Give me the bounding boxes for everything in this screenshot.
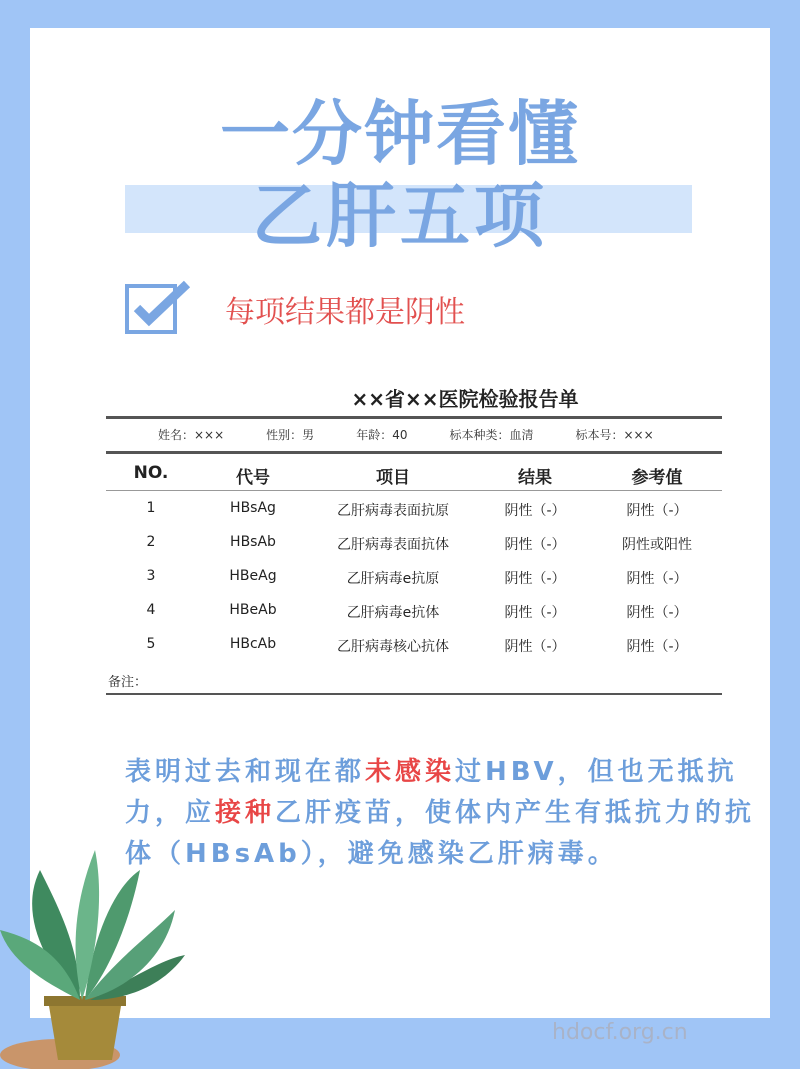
table-row (106, 594, 722, 628)
cell-item: 乙肝病毒e抗体 (346, 605, 440, 621)
checkbox-checked-icon (125, 280, 195, 336)
divider (106, 416, 722, 419)
header-item: 项目 (376, 468, 410, 488)
patient-info (158, 426, 696, 443)
explanation-text (125, 752, 775, 875)
cell-reference: 阴性（-） (626, 503, 688, 519)
header-no: NO. (133, 463, 169, 483)
cell-code: HBcAb (229, 636, 277, 652)
cell-item: 乙肝病毒表面抗原 (337, 503, 449, 519)
cell-reference: 阴性（-） (626, 639, 688, 655)
cell-item: 乙肝病毒e抗原 (346, 571, 440, 587)
header-reference: 参考值 (631, 468, 683, 488)
info-sample-no: 标本号：××× (575, 428, 654, 442)
cell-item: 乙肝病毒核心抗体 (337, 639, 449, 655)
title-line-2: 乙肝五项 (252, 175, 548, 257)
result-summary: 每项结果都是阴性 (225, 295, 465, 330)
report-title: ××省××医院检验报告单 (351, 387, 579, 411)
cell-result: 阴性（-） (504, 537, 566, 553)
divider (106, 451, 722, 454)
text: 乙肝疫苗，使体内产生有抵抗力的抗体（HBsAb），避免感染乙肝病毒。 (125, 798, 756, 869)
info-sex: 性别：男 (266, 428, 315, 442)
cell-no: 5 (146, 636, 156, 652)
cell-code: HBsAg (230, 500, 276, 516)
table-row (106, 560, 722, 594)
cell-result: 阴性（-） (504, 571, 566, 587)
cell-result: 阴性（-） (504, 605, 566, 621)
divider (106, 490, 722, 491)
highlight-text: 未感染 (365, 757, 456, 787)
watermark: hdocf.org.cn (552, 1020, 688, 1045)
table-row (106, 492, 722, 526)
potted-plant-illustration (0, 850, 200, 1069)
info-sample-type: 标本种类：血清 (449, 428, 534, 442)
cell-reference: 阴性（-） (626, 571, 688, 587)
cell-result: 阴性（-） (504, 503, 566, 519)
table-header (106, 455, 722, 489)
cell-no: 3 (146, 568, 156, 584)
table-row (106, 526, 722, 560)
cell-code: HBeAg (229, 568, 277, 584)
cell-no: 1 (146, 500, 156, 516)
cell-result: 阴性（-） (504, 639, 566, 655)
cell-code: HBeAb (229, 602, 277, 618)
text: 表明过去和现在都 (125, 757, 366, 787)
remark-label: 备注： (108, 675, 148, 690)
title-line-1: 一分钟看懂 (220, 93, 580, 175)
cell-no: 4 (146, 602, 156, 618)
info-age: 年龄：40 (356, 428, 408, 442)
table-row (106, 628, 722, 662)
cell-code: HBsAb (230, 534, 276, 550)
cell-reference: 阴性（-） (626, 605, 688, 621)
divider (106, 693, 722, 695)
text: 过HBV，但也无抵抗力，应 (125, 757, 738, 828)
cell-reference: 阴性或阳性 (622, 537, 692, 553)
cell-item: 乙肝病毒表面抗体 (337, 537, 449, 553)
info-name: 姓名：××× (158, 428, 225, 442)
highlight-text: 接种 (215, 798, 276, 828)
cell-no: 2 (146, 534, 156, 550)
header-result: 结果 (518, 468, 552, 488)
header-code: 代号 (236, 468, 270, 488)
